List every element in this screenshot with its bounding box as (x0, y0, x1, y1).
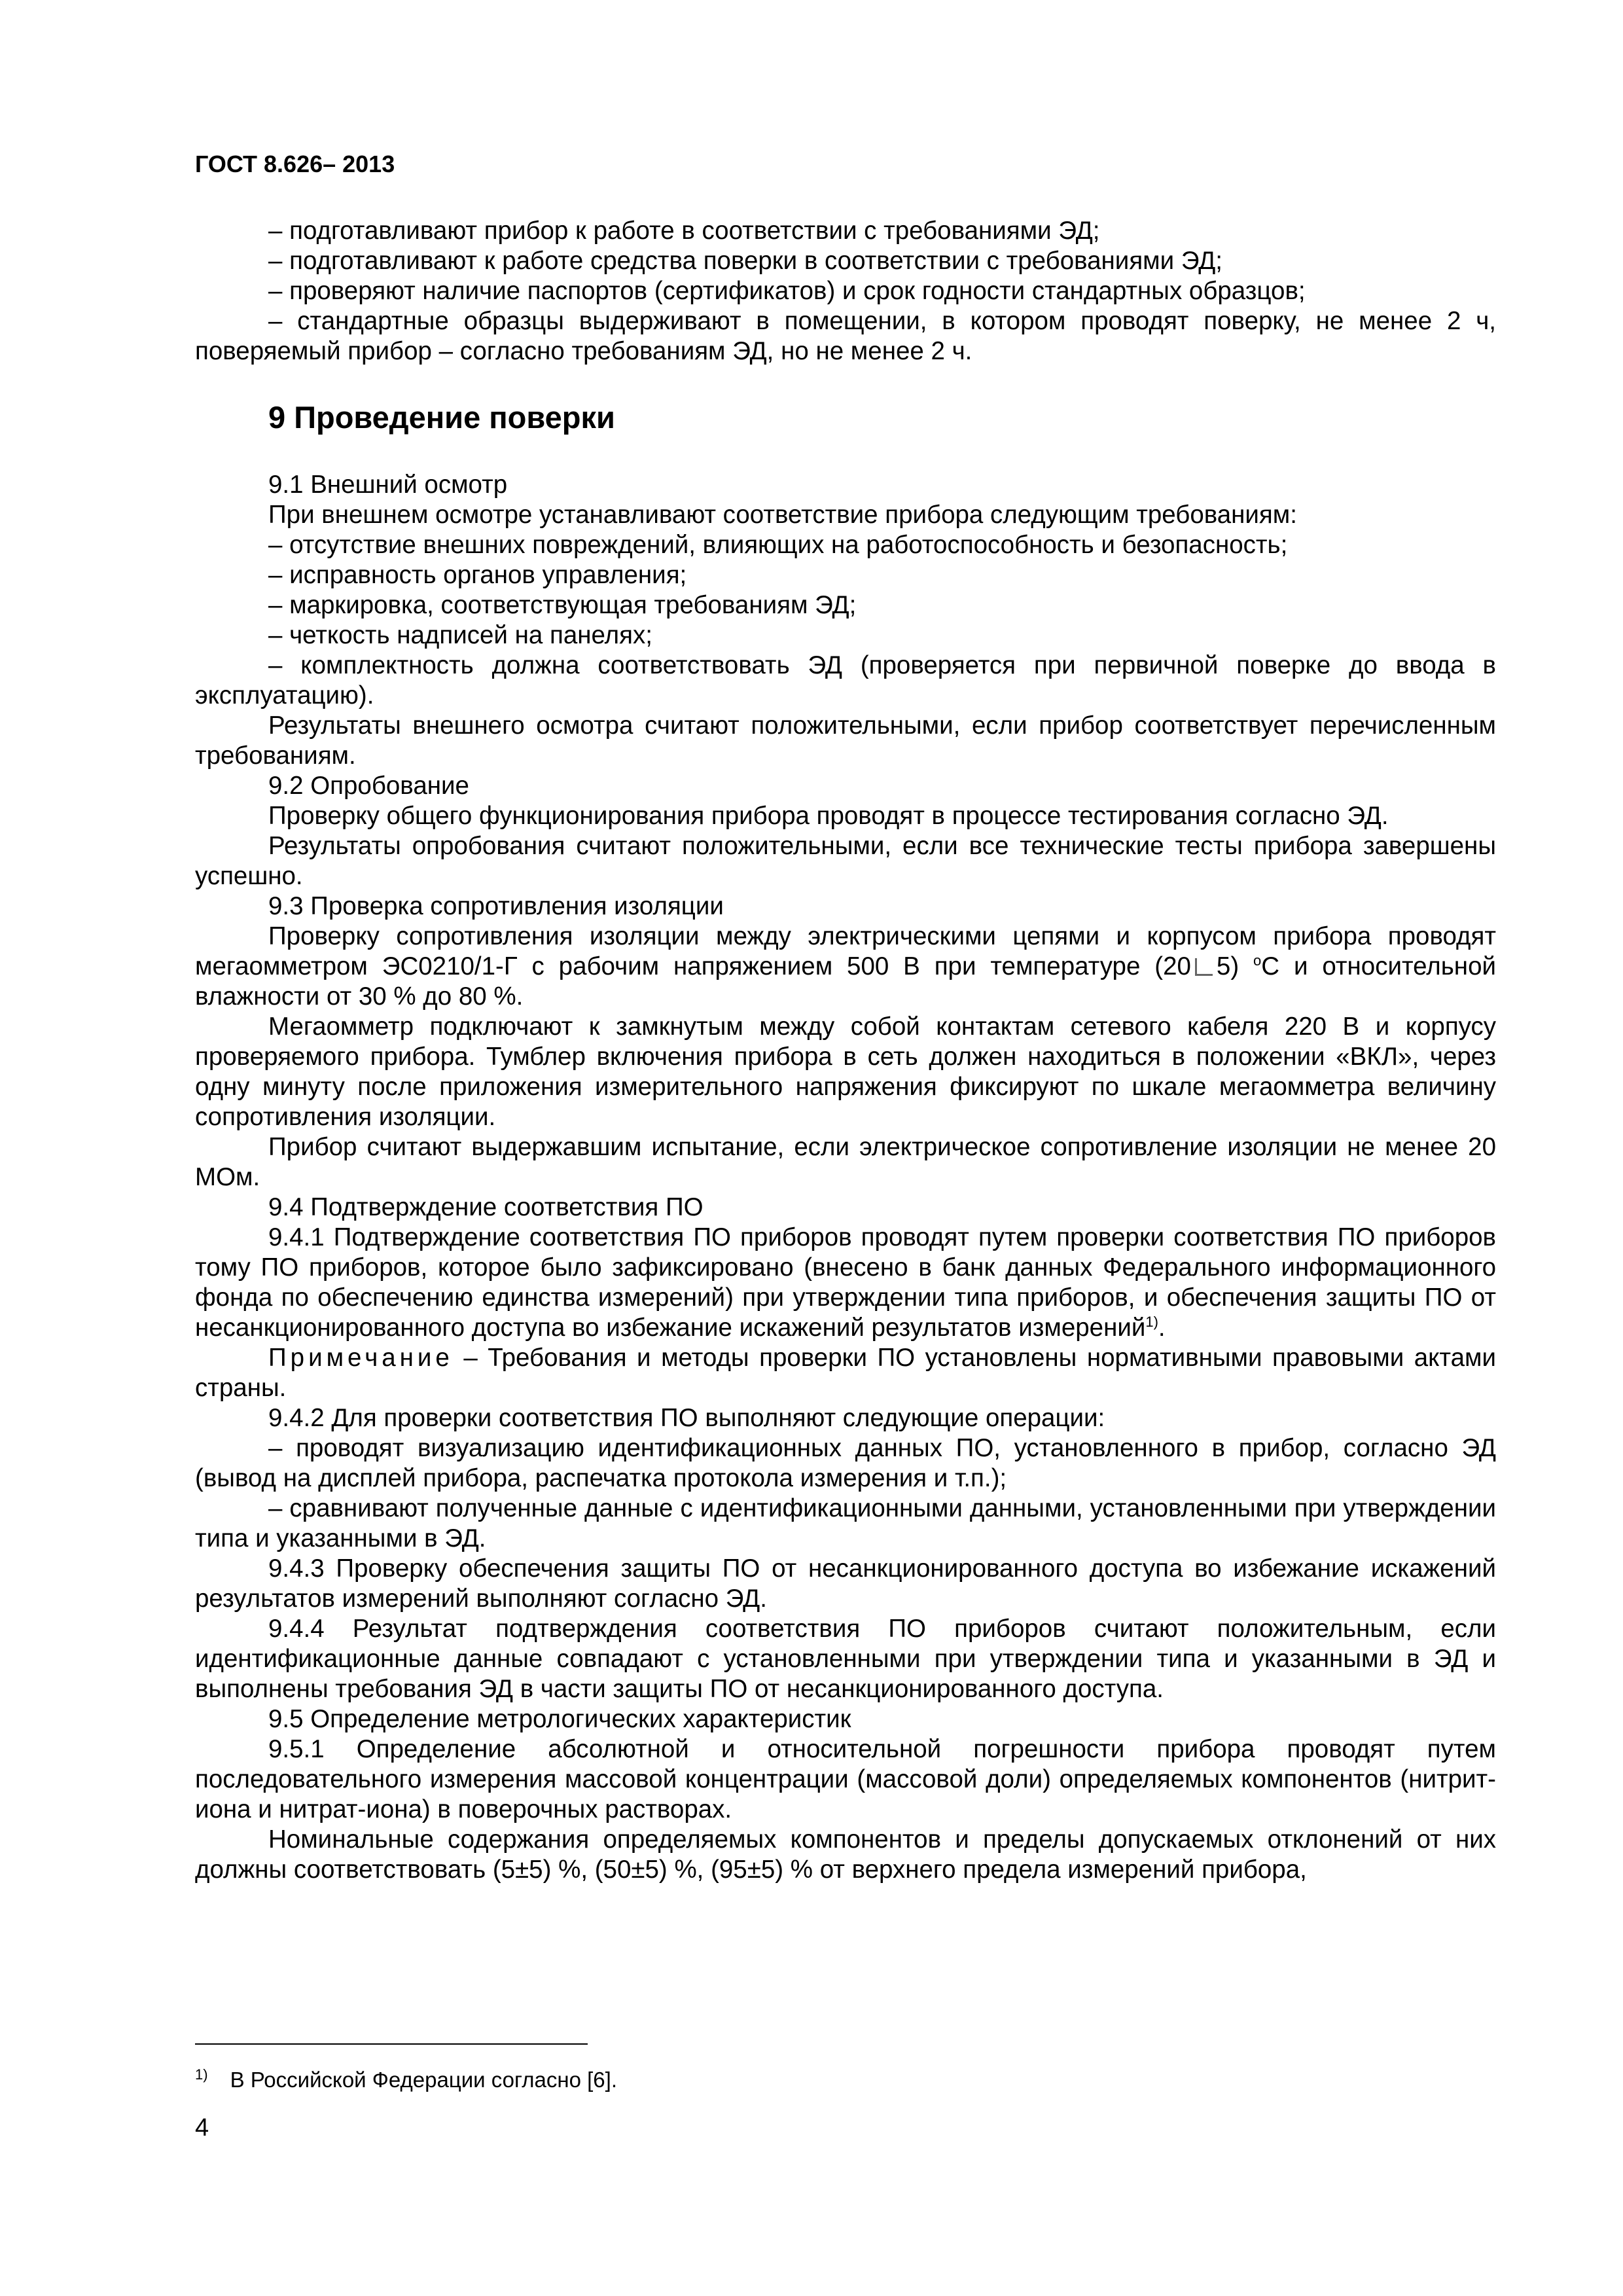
text-run: 5) (1216, 952, 1240, 980)
list-item: – проводят визуализацию идентификационных данных ПО, установленного в прибор, согласно ЭД (вывод на дисплей прибора, распечатка протокола измерения и т.п.); (195, 1434, 1496, 1492)
paragraph (195, 922, 1496, 1012)
list-item: – подготавливают к работе средства поверки в соответствии с требованиями ЭД; (268, 247, 1222, 275)
text-run: С и относительной влажности от 30 % до 80 %. (195, 952, 1496, 1011)
paragraph: Мегаомметр подключают к замкнутым между собой контактам сетевого кабеля 220 В и корпусу проверяемого прибора. Тумблер включения прибора в сеть должен находиться в положении «ВКЛ», через одну минуту после приложения измерительного напряжения фиксируют по шкале мегаомметра величину сопротивления изоляции. (195, 1013, 1496, 1131)
paragraph: Проверку общего функционирования прибора проводят в процессе тестирования согласно ЭД. (268, 802, 1389, 830)
footnote-divider (195, 2043, 588, 2045)
paragraph: При внешнем осмотре устанавливают соответствие прибора следующим требованиям: (268, 501, 1297, 529)
subsection-title: 9.2 Опробование (268, 772, 469, 800)
document-body (195, 216, 1496, 1885)
list-item: – отсутствие внешних повреждений, влияющих на работоспособность и безопасность; (268, 531, 1288, 559)
section-heading: 9 Проведение поверки (268, 400, 615, 435)
paragraph (195, 1223, 1496, 1343)
note (195, 1343, 1496, 1403)
footnote-ref: 1) (1145, 1314, 1158, 1331)
list-item: – проверяют наличие паспортов (сертификатов) и срок годности стандартных образцов; (268, 277, 1306, 305)
note-text: – Требования и методы проверки ПО установлены нормативными правовыми актами страны. (195, 1344, 1496, 1402)
paragraph: 9.4.3 Проверку обеспечения защиты ПО от несанкционированного доступа во избежание искажений результатов измерений выполняют согласно ЭД. (195, 1554, 1496, 1613)
paragraph: Номинальные содержания определяемых компонентов и пределы допускаемых отклонений от них должны соответствовать (5±5) %, (50±5) %, (95±5) % от верхнего предела измерений прибора, (195, 1825, 1496, 1884)
paragraph: Результаты опробования считают положительными, если все технические тесты прибора завершены успешно. (195, 832, 1496, 890)
subsection-title: 9.5 Определение метрологических характеристик (268, 1705, 851, 1733)
paragraph: 9.5.1 Определение абсолютной и относительной погрешности прибора проводят путем последовательного измерения массовой концентрации (массовой доли) определяемых компонентов (нитрит-иона и нитрат-иона) в поверочных растворах. (195, 1735, 1496, 1823)
paragraph: 9.4.4 Результат подтверждения соответствия ПО приборов считают положительным, если идентификационные данные совпадают с установленными при утверждении типа и указанными в ЭД и выполнены требования ЭД в части защиты ПО от несанкционированного доступа. (195, 1615, 1496, 1703)
footnote-text: В Российской Федерации согласно [6]. (230, 2068, 618, 2092)
text-run: . (1158, 1314, 1166, 1342)
list-item: – исправность органов управления; (268, 561, 687, 589)
text-run: Проверку сопротивления изоляции между электрическими цепями и корпусом прибора проводят мегаомметром ЭС0210/1-Г с рабочим напряжением 500 В при температуре (20 (195, 922, 1496, 980)
document-header: ГОСТ 8.626– 2013 (195, 151, 395, 177)
footnote (195, 2062, 617, 2093)
page-number: 4 (195, 2114, 209, 2142)
list-item: – сравнивают полученные данные с идентификационными данными, установленными при утверждении типа и указанными в ЭД. (195, 1494, 1496, 1552)
list-item: – комплектность должна соответствовать ЭД (проверяется при первичной поверке до ввода в эксплуатацию). (195, 651, 1496, 709)
subsection-title: 9.1 Внешний осмотр (268, 471, 508, 499)
paragraph: Прибор считают выдержавшим испытание, если электрическое сопротивление изоляции не менее 20 МОм. (195, 1133, 1496, 1191)
list-item: – маркировка, соответствующая требованиям ЭД; (268, 591, 857, 619)
subsection-title: 9.4 Подтверждение соответствия ПО (268, 1193, 704, 1221)
list-item: – подготавливают прибор к работе в соответствии с требованиями ЭД; (268, 217, 1100, 245)
degree-sign: o (1253, 952, 1262, 969)
paragraph: 9.4.2 Для проверки соответствия ПО выполняют следующие операции: (268, 1404, 1105, 1432)
text-run: 9.4.1 Подтверждение соответствия ПО приборов проводят путем проверки соответствия ПО приборов тому ПО приборов, которое было зафиксировано (внесено в банк данных Федерального информационного фонда по обеспечению единства измерений) при утверждении типа приборов, и обеспечения защиты ПО от несанкционированного доступа во избежание искажений результатов измерений (195, 1223, 1496, 1342)
paragraph: Результаты внешнего осмотра считают положительными, если прибор соответствует перечисленным требованиям. (195, 711, 1496, 770)
list-item: – четкость надписей на панелях; (268, 621, 652, 649)
footnote-mark: 1) (195, 2066, 208, 2083)
note-label: Примечание (268, 1344, 454, 1372)
list-item: – стандартные образцы выдерживают в помещении, в котором проводят поверку, не менее 2 ч, поверяемый прибор – согласно требованиям ЭД, но не менее 2 ч. (195, 307, 1496, 365)
plus-minus-glyph-icon (1195, 958, 1213, 976)
subsection-title: 9.3 Проверка сопротивления изоляции (268, 892, 724, 920)
